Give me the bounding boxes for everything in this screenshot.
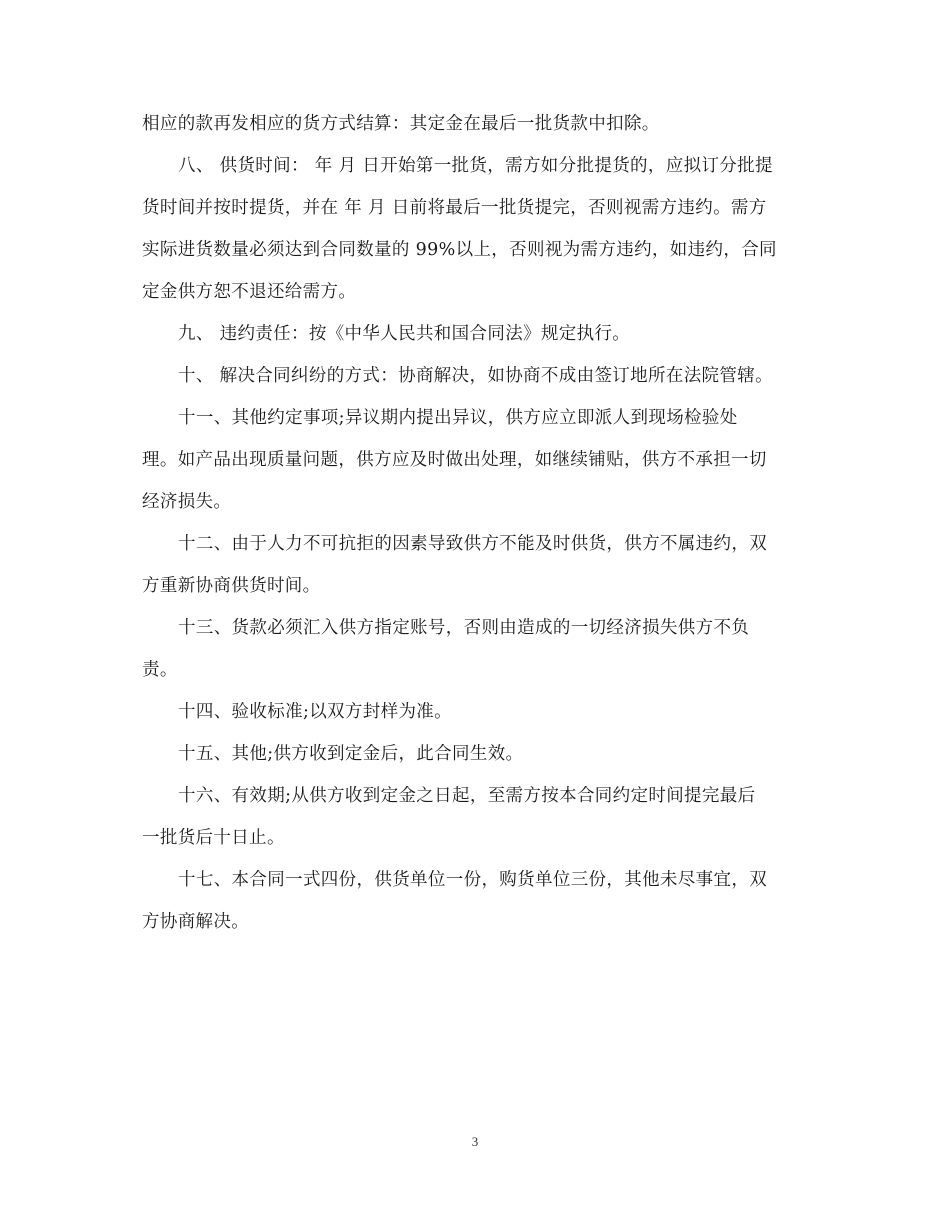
paragraph-line: 十四、验收标准;以双方封样为准。 bbox=[178, 702, 452, 722]
paragraph-line: 理。如产品出现质量问题，供方应及时做出处理，如继续铺贴，供方不承担一切 bbox=[142, 450, 767, 470]
paragraph-line: 责。 bbox=[142, 660, 178, 680]
paragraph-line: 十七、本合同一式四份，供货单位一份，购货单位三份，其他未尽事宜，双 bbox=[178, 870, 768, 890]
paragraph-line: 十六、有效期;从供方收到定金之日起，至需方按本合同约定时间提完最后 bbox=[178, 786, 756, 806]
paragraph-line: 经济损失。 bbox=[142, 492, 232, 512]
paragraph-line: 方重新协商供货时间。 bbox=[142, 576, 321, 596]
paragraph-line: 十、 解决合同纠纷的方式：协商解决，如协商不成由签订地所在法院管辖。 bbox=[178, 366, 773, 386]
paragraph-line: 一批货后十日止。 bbox=[142, 828, 285, 848]
paragraph-line: 十一、其他约定事项;异议期内提出异议，供方应立即派人到现场检验处 bbox=[178, 408, 738, 428]
paragraph-line: 实际进货数量必须达到合同数量的 99%以上，否则视为需方违约，如违约，合同 bbox=[142, 240, 777, 260]
paragraph-line: 十五、其他;供方收到定金后，此合同生效。 bbox=[178, 744, 524, 764]
paragraph-line: 十三、货款必须汇入供方指定账号，否则由造成的一切经济损失供方不负 bbox=[178, 618, 750, 638]
paragraph-line: 相应的款再发相应的货方式结算：其定金在最后一批货款中扣除。 bbox=[142, 114, 660, 134]
paragraph-line: 货时间并按时提货，并在 年 月 日前将最后一批货提完，否则视需方违约。需方 bbox=[142, 198, 767, 218]
paragraph-line: 十二、由于人力不可抗拒的因素导致供方不能及时供货，供方不属违约，双 bbox=[178, 534, 768, 554]
paragraph-line: 八、 供货时间： 年 月 日开始第一批货，需方如分批提货的，应拟订分批提 bbox=[178, 156, 773, 176]
page-number: 3 bbox=[471, 1134, 479, 1149]
paragraph-line: 定金供方恕不退还给需方。 bbox=[142, 282, 357, 302]
paragraph-line: 九、 违约责任：按《中华人民共和国合同法》规定执行。 bbox=[178, 324, 631, 344]
paragraph-line: 方协商解决。 bbox=[142, 912, 250, 932]
